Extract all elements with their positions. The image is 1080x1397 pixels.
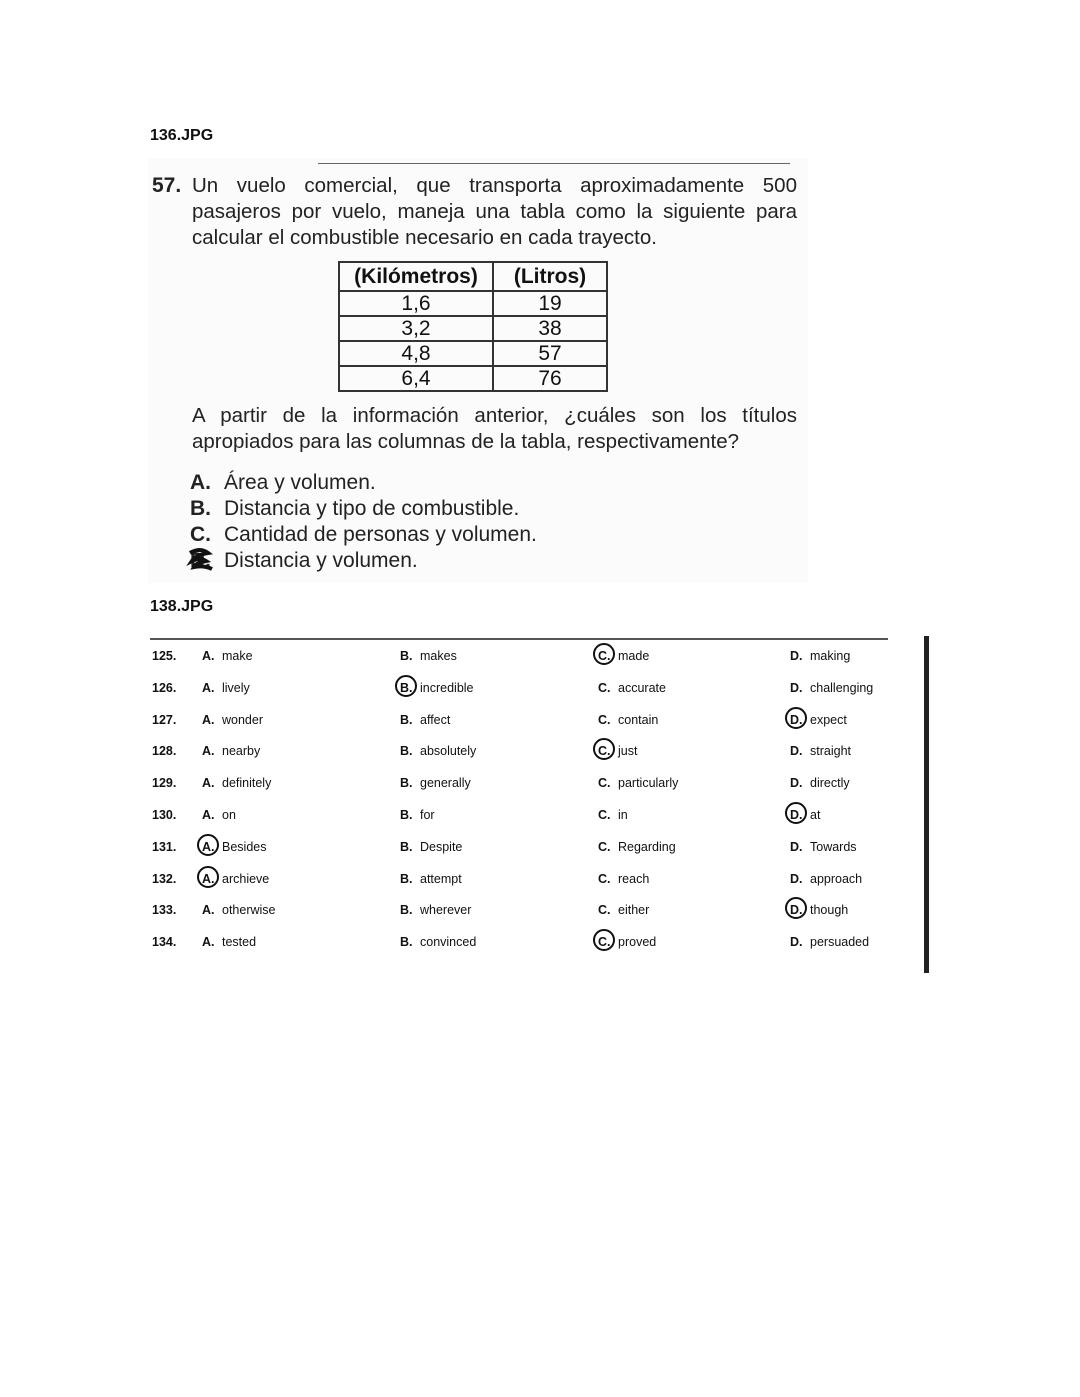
option-letter: B. (190, 497, 211, 520)
answer-row (148, 649, 888, 669)
option-text: Regarding (618, 839, 676, 854)
option-letter (400, 903, 420, 917)
option-letter (400, 872, 420, 886)
option-letter (202, 649, 222, 663)
answer-option (400, 935, 476, 949)
table-cell: 76 (493, 366, 607, 391)
option-letter-text: B. (400, 744, 413, 759)
table-row (339, 366, 607, 391)
item-number: 130. (152, 808, 177, 822)
option-letter (790, 903, 810, 917)
answer-row (148, 872, 888, 892)
answer-option (790, 744, 851, 758)
answer-option (400, 903, 471, 917)
option-text: particularly (618, 776, 679, 791)
option-text: Área y volumen. (224, 471, 376, 494)
option-text: wherever (420, 903, 472, 918)
answer-option (598, 776, 678, 790)
answer-option (598, 903, 649, 917)
answer-option (598, 681, 666, 695)
table-header: (Kilómetros) (339, 262, 493, 291)
option-text: Towards (810, 839, 857, 854)
option-letter (202, 776, 222, 790)
answer-option (790, 713, 847, 727)
option-letter (400, 713, 420, 727)
option-letter-text: C. (598, 776, 611, 791)
table-row (339, 341, 607, 366)
option-text: contain (618, 712, 659, 727)
option-letter (202, 840, 222, 854)
option-text: wonder (222, 712, 263, 727)
option-letter (598, 872, 618, 886)
circled-mark-icon (197, 866, 219, 888)
option-letter (202, 681, 222, 695)
option-letter-text: C. (598, 712, 611, 727)
option-letter-text: A. (202, 776, 215, 791)
option-letter-text: A. (202, 680, 215, 695)
option-letter (202, 744, 222, 758)
option-text: absolutely (420, 744, 477, 759)
table-cell: 57 (493, 341, 607, 366)
question-prompt: A partir de la información anterior, ¿cuáles son los títulos apropiados para las columnas de la tabla, respectivamente? (192, 404, 797, 453)
circled-mark-icon (785, 802, 807, 824)
option-letter-text: D. (790, 649, 803, 663)
option-letter (598, 840, 618, 854)
option-text: Distancia y tipo de combustible. (224, 497, 520, 520)
answer-option (598, 935, 656, 949)
circled-mark-icon (593, 643, 615, 665)
table-cell: 3,2 (339, 316, 493, 341)
option-text: affect (420, 712, 451, 727)
option-letter-text: A. (202, 839, 215, 854)
table-cell: 6,4 (339, 366, 493, 391)
option-letter (790, 713, 810, 727)
question-57-image (148, 158, 808, 583)
option-text: challenging (810, 680, 874, 695)
option-c (190, 523, 537, 547)
option-letter (400, 649, 420, 663)
option-letter-text: A. (202, 935, 215, 950)
scan-edge (924, 636, 929, 973)
answer-option (790, 681, 873, 695)
answer-option (202, 808, 236, 822)
option-letter (598, 649, 618, 663)
answer-option (790, 808, 820, 822)
option-text: made (618, 649, 650, 663)
item-number: 133. (152, 903, 177, 918)
answer-option (790, 840, 857, 854)
fuel-table (338, 261, 608, 392)
item-number: 125. (152, 649, 177, 663)
option-letter (598, 903, 618, 917)
option-letter-text: C. (598, 680, 611, 695)
circled-mark-icon (197, 834, 219, 856)
option-letter-text: A. (202, 808, 215, 822)
option-letter-text: A. (202, 871, 215, 886)
option-letter-text: B. (400, 903, 413, 918)
answer-option (598, 872, 649, 886)
option-letter (202, 872, 222, 886)
option-letter (400, 776, 420, 790)
item-number: 129. (152, 776, 177, 791)
option-letter: D. (190, 549, 211, 572)
option-letter (202, 935, 222, 949)
answer-option (400, 872, 462, 886)
option-letter-text: C. (598, 871, 611, 886)
option-letter-text: D. (790, 839, 803, 854)
answer-row (148, 681, 888, 701)
answer-option (202, 872, 269, 886)
option-letter (790, 872, 810, 886)
answer-option (400, 713, 450, 727)
option-a (190, 471, 376, 495)
option-text: Besides (222, 839, 267, 854)
option-text: proved (618, 935, 657, 950)
option-letter-text: C. (598, 903, 611, 918)
answer-option (202, 681, 250, 695)
circled-mark-icon (395, 675, 417, 697)
option-text: reach (618, 871, 650, 886)
option-text: make (222, 649, 253, 663)
option-letter (598, 681, 618, 695)
option-text: definitely (222, 776, 272, 791)
option-text: straight (810, 744, 851, 759)
answer-option (790, 776, 850, 790)
divider (318, 163, 790, 164)
option-letter-text: D. (790, 903, 803, 918)
option-letter-text: C. (598, 808, 611, 822)
answer-option (202, 649, 253, 663)
answer-row (148, 744, 888, 764)
option-letter (790, 840, 810, 854)
answer-option (790, 903, 848, 917)
option-text: approach (810, 871, 863, 886)
question-text: Un vuelo comercial, que transporta aproximadamente 500 pasajeros por vuelo, maneja una tabla como la siguiente para calcular el combustible necesario en cada trayecto. (192, 174, 797, 249)
option-text: generally (420, 776, 471, 791)
option-letter (400, 681, 420, 695)
option-text: persuaded (810, 935, 870, 950)
item-number: 128. (152, 744, 177, 759)
option-letter-text: A. (202, 744, 215, 759)
option-letter (790, 935, 810, 949)
option-letter (598, 713, 618, 727)
answer-row (148, 935, 888, 955)
circled-mark-icon (593, 738, 615, 760)
answer-option (790, 935, 869, 949)
option-text: accurate (618, 680, 666, 695)
option-letter-text: D. (790, 712, 803, 727)
answer-option (790, 649, 850, 663)
answer-option (400, 840, 462, 854)
option-letter-text: B. (400, 712, 413, 727)
circled-mark-icon (785, 707, 807, 729)
answer-option (202, 935, 256, 949)
table-cell: 4,8 (339, 341, 493, 366)
answer-option (202, 776, 271, 790)
option-letter-text: C. (598, 744, 611, 759)
option-letter-text: B. (400, 839, 413, 854)
option-letter-text: D. (790, 871, 803, 886)
answer-option (598, 649, 649, 663)
answer-row (148, 840, 888, 860)
option-letter (598, 776, 618, 790)
option-letter (202, 903, 222, 917)
answer-option (598, 713, 658, 727)
option-letter-text: D. (790, 776, 803, 791)
option-text: lively (222, 680, 250, 695)
table-cell: 19 (493, 291, 607, 316)
question-number: 57. (152, 174, 182, 197)
option-text: making (810, 649, 851, 663)
answer-option (202, 744, 260, 758)
option-letter-text: C. (598, 935, 611, 950)
option-letter-text: A. (202, 712, 215, 727)
option-letter-text: D. (790, 935, 803, 950)
answer-sheet-image (148, 634, 933, 974)
option-text: though (810, 903, 849, 918)
item-number: 131. (152, 839, 177, 854)
table-cell: 1,6 (339, 291, 493, 316)
option-text: attempt (420, 871, 462, 886)
option-letter-text: D. (790, 680, 803, 695)
option-letter (598, 935, 618, 949)
option-text: Cantidad de personas y volumen. (224, 523, 537, 546)
option-text: makes (420, 649, 457, 663)
answer-option (598, 808, 628, 822)
answer-row (148, 776, 888, 796)
option-text: on (222, 808, 236, 822)
table-row (339, 316, 607, 341)
answer-option (202, 840, 266, 854)
option-text: expect (810, 712, 847, 727)
item-number: 126. (152, 680, 177, 695)
option-letter (202, 713, 222, 727)
answer-option (202, 903, 276, 917)
option-letter-text: D. (790, 744, 803, 759)
answer-option (400, 776, 471, 790)
option-letter (400, 808, 420, 822)
answer-option (400, 808, 435, 822)
option-letter-text: A. (202, 903, 215, 918)
option-text: Despite (420, 839, 463, 854)
option-letter (790, 649, 810, 663)
option-letter: A. (190, 471, 211, 494)
option-text: nearby (222, 744, 261, 759)
circled-mark-icon (593, 929, 615, 951)
option-letter (790, 744, 810, 758)
option-letter (790, 808, 810, 822)
option-letter (790, 776, 810, 790)
scribble-mark-icon (186, 547, 216, 573)
option-text: at (810, 808, 821, 822)
option-d (190, 549, 418, 573)
option-letter (400, 935, 420, 949)
option-text: directly (810, 776, 850, 791)
divider (150, 638, 888, 640)
option-text: tested (222, 935, 257, 950)
option-text: just (618, 744, 638, 759)
answer-option (202, 713, 263, 727)
option-text: either (618, 903, 650, 918)
option-text: convinced (420, 935, 477, 950)
option-b (190, 497, 519, 521)
option-text: otherwise (222, 903, 276, 918)
option-letter-text: B. (400, 680, 413, 695)
option-letter-text: B. (400, 935, 413, 950)
answer-option (400, 681, 474, 695)
filename-136: 136.JPG (150, 127, 214, 144)
answer-option (790, 872, 862, 886)
option-letter (400, 744, 420, 758)
option-letter (202, 808, 222, 822)
option-letter: C. (190, 523, 211, 546)
option-letter-text: C. (598, 839, 611, 854)
option-letter-text: C. (598, 649, 611, 663)
option-letter (790, 681, 810, 695)
option-letter-text: D. (790, 808, 803, 822)
option-text: incredible (420, 680, 474, 695)
circled-mark-icon (785, 897, 807, 919)
item-number: 134. (152, 935, 177, 950)
option-letter-text: B. (400, 649, 413, 663)
table-cell: 38 (493, 316, 607, 341)
option-text: archieve (222, 871, 270, 886)
item-number: 127. (152, 712, 177, 727)
answer-row (148, 713, 888, 733)
answer-row (148, 808, 888, 828)
option-letter-text: B. (400, 871, 413, 886)
answer-option (598, 744, 637, 758)
option-letter-text: A. (202, 649, 215, 663)
option-letter-text: B. (400, 776, 413, 791)
answer-row (148, 903, 888, 923)
answer-option (598, 840, 676, 854)
option-letter-text: B. (400, 808, 413, 822)
item-number: 132. (152, 871, 177, 886)
option-text: in (618, 808, 628, 822)
option-letter (400, 840, 420, 854)
filename-138: 138.JPG (150, 598, 214, 615)
option-text: for (420, 808, 435, 822)
table-row (339, 291, 607, 316)
option-letter (598, 808, 618, 822)
option-letter (598, 744, 618, 758)
answer-option (400, 649, 457, 663)
table-header: (Litros) (493, 262, 607, 291)
answer-option (400, 744, 476, 758)
option-text: Distancia y volumen. (224, 549, 418, 572)
